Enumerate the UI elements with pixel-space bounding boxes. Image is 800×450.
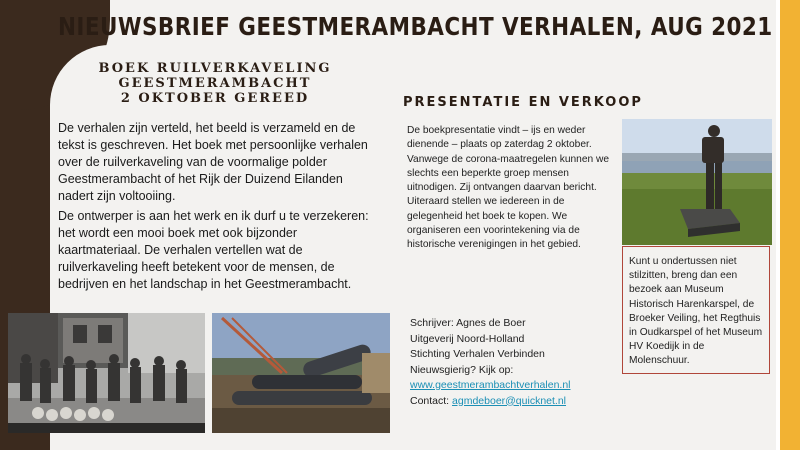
contact-label: Contact: — [410, 394, 450, 407]
email-link[interactable]: agmdeboer@quicknet.nl — [452, 394, 567, 407]
presentation-text: De boekpresentatie vindt – ijs en weder dienende – plaats op zaterdag 2 oktober. Vanwege de corona-maatregelen kunnen we slechts een beperkte groep mensen uitnodigen. Zij ontvangen daarvan bericht. Uiteraard stellen we iedereen in de gelegenheid het boek te kopen. We organiseren een voorintekening via de historische verenigingen in het gebied. — [407, 125, 609, 251]
construction-pipes-photo — [212, 313, 390, 433]
right-decor-bar — [780, 0, 800, 450]
foundation-line: Stichting Verhalen Verbinden — [410, 348, 545, 360]
book-subtitle — [90, 61, 340, 106]
intro-paragraph-1: De verhalen zijn verteld, het beeld is verzameld en de tekst is geschreven. Het boek met persoonlijke verhalen over de ruilverkaveling van de voormalige polder Geestmerambacht of het Rijk der Duizend Eilanden nadert zijn voltooiing. — [58, 121, 368, 203]
museum-info-box: Kunt u ondertussen niet stilzitten, breng dan een bezoek aan Museum Historisch Harenkarspel, de Broeker Veiling, het Regthuis in Oudkarspel of het Museum HV Koedijk in de Molenschuur. — [622, 246, 770, 374]
curious-line: Nieuwsgierig? Kijk op: — [410, 363, 514, 376]
subtitle-line-3: 2 OKTOBER GEREED — [120, 91, 310, 106]
statue-photo — [622, 119, 772, 245]
newsletter-title: NIEUWSBRIEF GEESTMERAMBACHT VERHALEN, AUG 2021 — [58, 12, 773, 41]
subtitle-line-1: BOEK RUILVERKAVELING — [98, 61, 332, 76]
publisher-line: Uitgeverij Noord-Holland — [410, 332, 525, 345]
intro-text — [58, 120, 380, 296]
subtitle-line-2: GEESTMERAMBACHT — [118, 76, 312, 91]
presentation-heading: PRESENTATIE EN VERKOOP — [403, 95, 643, 110]
writer-line: Schrijver: Agnes de Boer — [410, 317, 526, 329]
website-link[interactable]: www.geestmerambachtverhalen.nl — [410, 379, 571, 391]
historic-group-photo — [8, 313, 205, 433]
contact-block — [410, 316, 620, 409]
intro-paragraph-2: De ontwerper is aan het werk en ik durf u te verzekeren: het wordt een mooi boek met ook bijzonder kaartmateriaal. De verhalen vertellen wat de ruilverkaveling heeft betekent voor de mensen, de bedrijven en het landschap in het Geestmerambacht. — [58, 209, 369, 291]
